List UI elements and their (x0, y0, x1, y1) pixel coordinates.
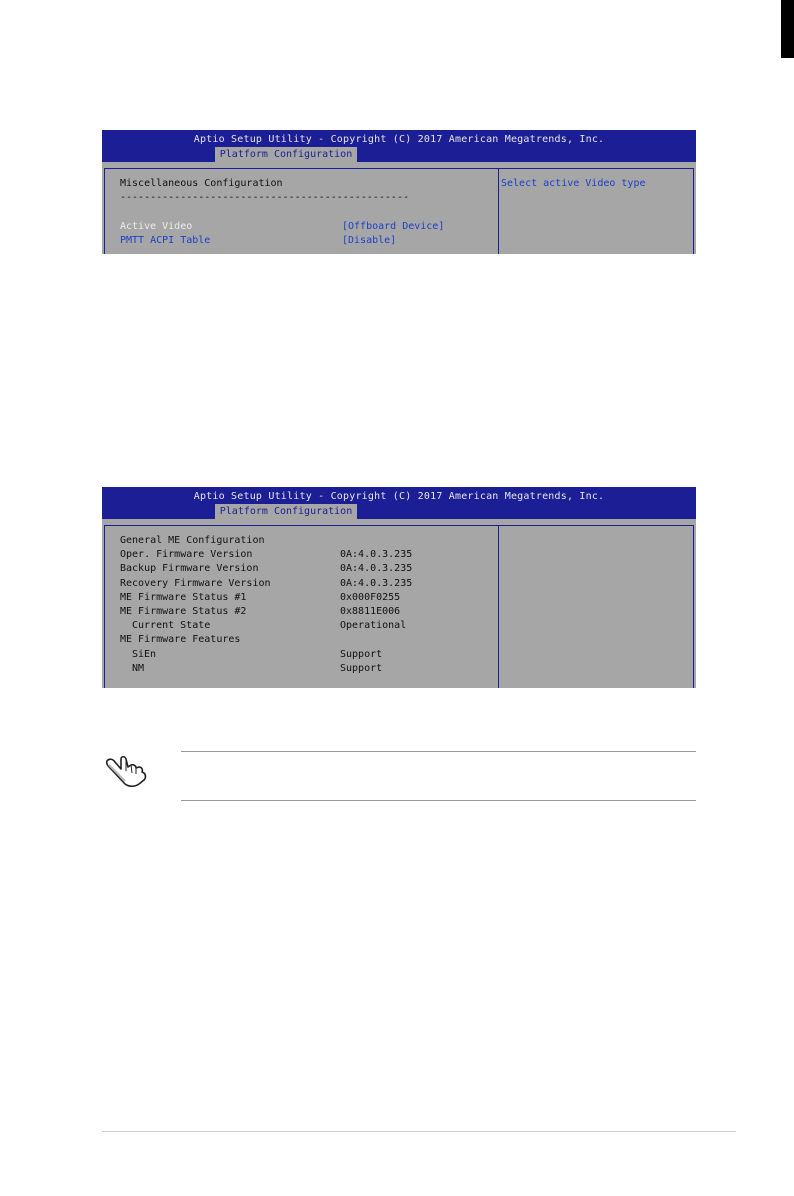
chapter-side-tab (781, 0, 794, 58)
footer-rule (102, 1131, 736, 1132)
info-row-value: 0A:4.0.3.235 (340, 563, 413, 574)
info-row-label: SiEn (132, 649, 157, 660)
help-text: Select active Video type (501, 178, 646, 189)
info-row-label: Recovery Firmware Version (120, 578, 271, 589)
info-row-label: Current State (132, 620, 211, 631)
info-row-label: Oper. Firmware Version (120, 549, 253, 560)
section-separator: ------------------------------------------------ (120, 192, 409, 203)
note-bottom-rule (181, 800, 696, 801)
info-row-label: NM (132, 663, 145, 674)
bios-divider (498, 168, 499, 254)
info-row-label: ME Firmware Status #2 (120, 606, 247, 617)
hand-pointing-note-icon (103, 753, 149, 794)
bios-title: Aptio Setup Utility - Copyright (C) 2017 American Megatrends, Inc. (193, 134, 605, 145)
info-row-value: Support (340, 649, 383, 660)
bios-header (102, 130, 696, 162)
tab-platform-configuration[interactable]: Platform Configuration (215, 504, 357, 519)
info-row-value: 0x000F0255 (340, 592, 401, 603)
info-row-value: Operational (340, 620, 407, 631)
option-active-video-value[interactable]: [Offboard Device] (342, 221, 445, 232)
bios-divider (498, 525, 499, 688)
option-pmtt-acpi-label[interactable]: PMTT ACPI Table (120, 235, 211, 246)
info-row-value: 0A:4.0.3.235 (340, 549, 413, 560)
me-config-heading: General ME Configuration (120, 535, 265, 546)
section-heading: Miscellaneous Configuration (120, 178, 283, 189)
info-row-label: ME Firmware Status #1 (120, 592, 247, 603)
bios-screen-me-config (102, 487, 696, 688)
info-row-value: Support (340, 663, 383, 674)
option-pmtt-acpi-value[interactable]: [Disable] (342, 235, 397, 246)
bios-screen-misc-config (102, 130, 696, 254)
bios-header (102, 487, 696, 519)
info-row-value: 0A:4.0.3.235 (340, 578, 413, 589)
tab-platform-configuration[interactable]: Platform Configuration (215, 147, 357, 162)
info-row-label: Backup Firmware Version (120, 563, 259, 574)
me-features-heading: ME Firmware Features (120, 634, 241, 645)
note-top-rule (181, 751, 696, 752)
bios-title: Aptio Setup Utility - Copyright (C) 2017 American Megatrends, Inc. (193, 491, 605, 502)
option-active-video-label[interactable]: Active Video (120, 221, 193, 232)
info-row-value: 0x8811E006 (340, 606, 401, 617)
